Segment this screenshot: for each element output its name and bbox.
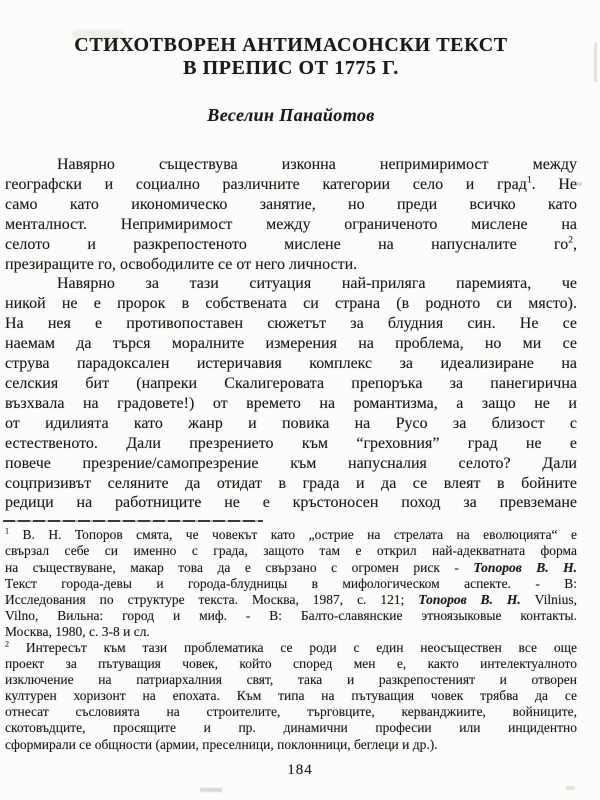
text-line <box>5 576 577 592</box>
text-line <box>5 640 577 656</box>
text-line <box>5 527 577 543</box>
footnote-reference-mark: 1 <box>526 174 532 186</box>
text-line <box>5 434 577 454</box>
text-segment: проект за пътуващия човек, който според мен е, както интелектуалното <box>5 656 577 672</box>
text-segment: културен хоризонт на епохата. Към типа на пътуващия човек трябва да се <box>5 688 577 704</box>
article-title-line-2: В ПРЕПИС ОТ 1775 Г. <box>183 57 399 79</box>
text-segment: от идилията като жанр и повика на Русо за близост с <box>5 414 577 432</box>
article-title-line-1: СТИХОТВОРЕН АНТИМАСОНСКИ ТЕКСТ <box>74 34 508 56</box>
text-segment: соцпризивът селяните да отидат в града и да се влеят в бойните <box>5 474 577 492</box>
text-line <box>5 175 577 195</box>
text-line <box>5 656 577 672</box>
text-segment: , <box>573 235 577 253</box>
scan-artifact <box>594 42 597 82</box>
text-line <box>5 454 577 474</box>
text-line <box>5 314 577 334</box>
text-line <box>5 672 577 688</box>
text-segment: Навярно съществува изконна непримиримост между <box>57 156 577 173</box>
text-segment: Текст города-девы и города-блудницы в мифологическом аспекте. - В: <box>5 575 577 591</box>
text-segment: географски и социално различните категории село и град <box>5 175 527 193</box>
text-segment: редици на работниците не е кръстоносен поход за превземане <box>5 494 577 512</box>
article-title <box>5 34 577 80</box>
text-segment: презиращите го, освободилите се от него личности. <box>5 255 358 273</box>
text-segment: На нея е противопоставен сюжетът за блудния син. Не се <box>5 315 577 333</box>
text-segment: сформирали се общности (армии, преселници, поклонници, беглеци и др.). <box>5 736 438 752</box>
text-segment: струва парадоксален истеричавия комплекс за идеализиране на <box>5 355 577 373</box>
text-line <box>5 414 577 434</box>
footnote-reference-mark: 1 <box>5 526 10 536</box>
text-line <box>5 235 577 255</box>
text-segment: повече презрение/самопрезрение към напусналия селото? Дали <box>5 454 577 472</box>
text-segment: менталност. Непримиримост между ограниченото мислене на <box>5 215 577 233</box>
text-segment: изключение на патриархалния свят, така и разкрепостеният и отворен <box>5 672 577 688</box>
text-segment: свързал себе си именно с града, защото там е открил най-адекватната форма <box>5 543 577 559</box>
text-segment: . Не <box>531 175 577 193</box>
footnote-reference-mark: 2 <box>568 234 573 246</box>
text-segment: възхвала на градовете!) от времето на романтизма, а защо не и <box>5 394 577 412</box>
scan-artifact <box>200 788 222 792</box>
text-segment: Топоров В. Н. <box>473 559 577 575</box>
text-segment: Москва, 1980, с. 3-8 и сл. <box>5 623 150 639</box>
text-segment: В. Н. Топоров смята, че човекът като „острие на стрелата на еволюцията“ е <box>9 527 577 543</box>
text-line <box>5 543 577 559</box>
text-line <box>5 592 577 608</box>
text-line <box>5 195 577 215</box>
page-number: 184 <box>287 761 313 778</box>
footnote-reference-mark: 2 <box>5 639 10 649</box>
text-line <box>5 334 577 354</box>
text-line <box>5 474 577 494</box>
text-line <box>5 688 577 704</box>
text-segment: Интересът към тази проблематика се роди с един неосъществен все още <box>9 639 577 655</box>
text-line <box>5 215 577 235</box>
text-line <box>5 720 577 736</box>
scan-artifact <box>566 786 575 790</box>
author-name: Веселин Панайотов <box>207 105 375 125</box>
text-line <box>5 294 577 314</box>
text-line <box>5 274 577 294</box>
text-line <box>5 374 577 394</box>
text-line <box>5 354 577 374</box>
text-segment: на съществуване, макар това да е свързано с огромен риск - <box>5 559 474 575</box>
text-line <box>5 737 577 753</box>
text-segment: Топоров В. Н. <box>418 591 521 607</box>
text-segment: само като икономическо занятие, но преди всичко като <box>5 195 577 213</box>
footnote-separator <box>3 520 263 522</box>
text-segment: селото и разкрепостеното мислене на напусналите го <box>5 235 569 253</box>
text-segment: никой не е пророк в собствената си страна (в родното си място). <box>5 295 577 313</box>
text-line <box>5 624 577 640</box>
text-line <box>5 704 577 720</box>
text-segment: наемам да търся моралните измерения на проблема, но ми се <box>5 335 577 353</box>
text-segment: Vilnius, <box>520 591 577 607</box>
text-segment: Навярно за тази ситуация най-приляга паремията, че <box>57 275 577 293</box>
text-segment: Исследования по структуре текста. Москва, 1987, с. 121; <box>5 591 419 607</box>
text-segment: селския бит (напреки Скалигеровата препоръка за панегирична <box>5 374 577 392</box>
text-line <box>5 255 577 275</box>
text-line <box>5 608 577 624</box>
text-line <box>5 394 577 414</box>
text-segment: отнесат съсловията на строителите, търговците, керванджиите, войниците, <box>5 704 577 720</box>
text-line <box>5 560 577 576</box>
text-line <box>5 493 577 513</box>
text-segment: скотовъдците, просящите и пр. динамични професии или инцидентно <box>5 720 577 736</box>
text-segment: Vilno, Вильна: город и миф. - В: Балто-славянские этноязыковые контакты. <box>5 607 577 623</box>
article-body <box>5 155 577 513</box>
text-line <box>5 155 577 175</box>
footnotes-section <box>5 527 577 752</box>
text-segment: естественото. Дали презрението към “греховния” град не е <box>5 434 577 452</box>
